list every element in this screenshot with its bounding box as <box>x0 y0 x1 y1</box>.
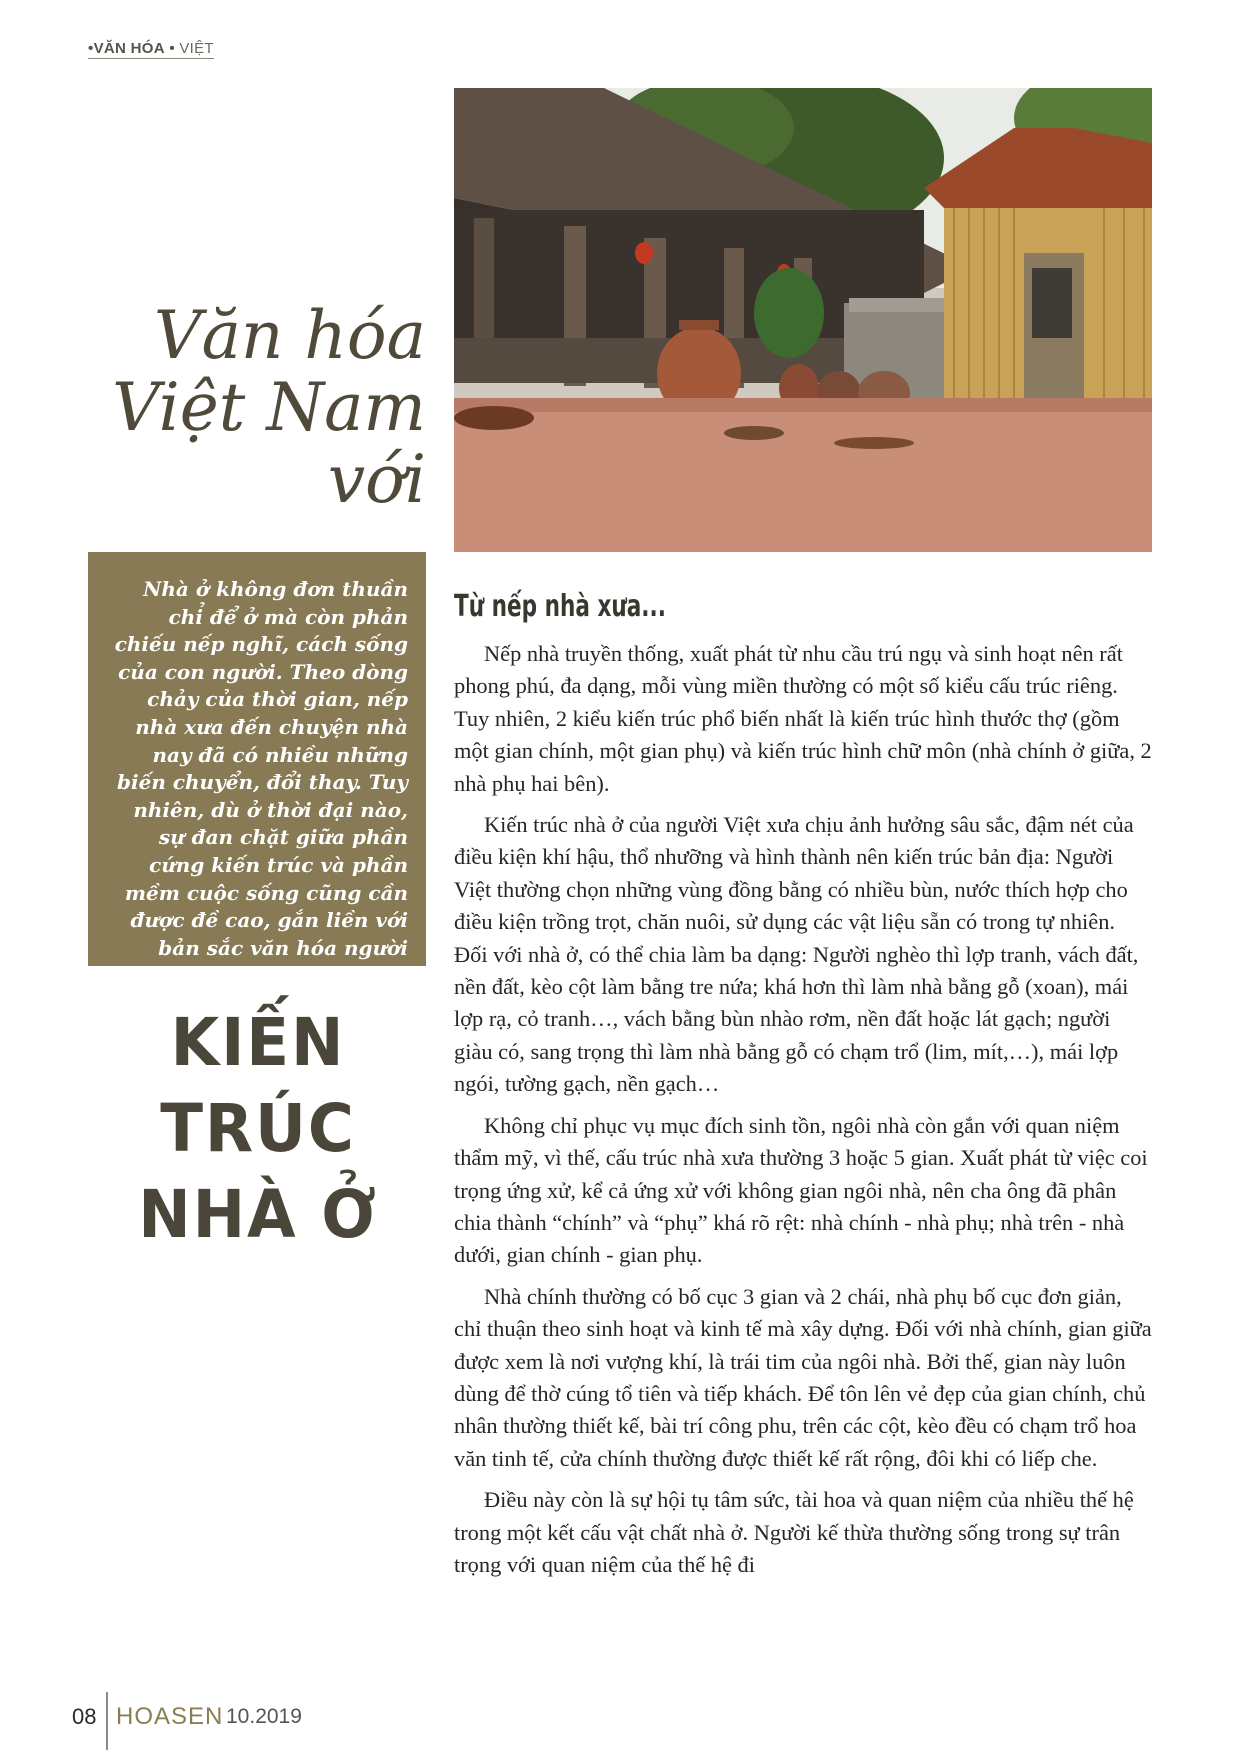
issue-date: 10.2019 <box>226 1705 302 1728</box>
article-paragraph: Nhà chính thường có bố cục 3 gian và 2 chái, nhà phụ bố cục đơn giản, chỉ thuận theo sinh hoạt và kinh tế mà xây dựng. Đối với nhà chính, gian giữa được xem là nơi vượng khí, là trái tim của ngôi nhà. Bởi thế, gian này luôn dùng để thờ cúng tổ tiên và tiếp khách. Để tôn lên vẻ đẹp của gian chính, chủ nhân thường thiết kế, bài trí công phu, trên các cột, kèo đều có chạm trổ hoa văn tinh tế, cửa chính thường được thiết kế rất rộng, đôi khi có liếp che. <box>454 1283 1152 1471</box>
section-dot: • <box>88 40 94 57</box>
section-tag <box>88 40 214 59</box>
main-title-line: NHÀ Ở <box>138 1176 378 1253</box>
script-title-line: với <box>327 441 426 518</box>
section-name: VĂN HÓA <box>93 40 165 57</box>
article-paragraph: Không chỉ phục vụ mục đích sinh tồn, ngôi nhà còn gắn với quan niệm thẩm mỹ, vì thế, cấu trúc nhà xưa thường 3 hoặc 5 gian. Xuất phát từ việc coi trọng ứng xử, kể cả ứng xử với không gian ngôi nhà, nên cha ông đã phân chia thành “chính” và “phụ” khá rõ rệt: nhà chính - nhà phụ; nhà trên - nhà dưới, gian chính - gian phụ. <box>454 1112 1148 1268</box>
footer-divider <box>106 1692 108 1750</box>
article-body <box>454 588 1154 1590</box>
article-paragraph: Kiến trúc nhà ở của người Việt xưa chịu ảnh hưởng sâu sắc, đậm nét của điều kiện khí hậu, thổ nhưỡng và hình thành nên kiến trúc bản địa: Người Việt thường chọn những vùng đồng bằng có nhiều bùn, nước thích hợp cho điều kiện trồng trọt, chăn nuôi, sử dụng các vật liệu sẵn có trong tự nhiên. Đối với nhà ở, có thể chia làm ba dạng: Người nghèo thì lợp tranh, vách đất, nền đất, kèo cột làm bằng tre nứa; khá hơn thì làm nhà bằng gỗ (xoan), mái lợp rạ, cỏ tranh…, vách bằng bùn nhào rơm, nền đất hoặc lát gạch; người giàu có, sang trọng thì làm nhà bằng gỗ có chạm trổ (lim, mít,…), mái lợp ngói, tường gạch, nền gạch… <box>454 812 1139 1097</box>
section-dot-2: • <box>169 40 175 57</box>
article-paragraph: Nếp nhà truyền thống, xuất phát từ nhu cầu trú ngụ và sinh hoạt nên rất phong phú, đa dạng, mỗi vùng miền thường có một số kiểu cấu trúc riêng. Tuy nhiên, 2 kiểu kiến trúc phổ biến nhất là kiến trúc hình thước thợ (gồm một gian chính, một gian phụ) và kiến trúc hình chữ môn (nhà chính ở giữa, 2 nhà phụ hai bên). <box>454 641 1152 796</box>
intro-quote-text: Nhà ở không đơn thuần chỉ để ở mà còn phản chiếu nếp nghĩ, cách sống của con người. Theo dòng chảy của thời gian, nếp nhà xưa đến chuyện nhà nay đã có nhiều những biến chuyển, đổi thay. Tuy nhiên, dù ở thời đại nào, sự đan chặt giữa phần cứng kiến trúc và phần mềm cuộc sống cũng cần được đề cao, gắn liền với bản sắc văn hóa người Việt. <box>114 577 408 988</box>
article-subheading: Từ nếp nhà xưa... <box>454 589 666 624</box>
page-number: 08 <box>72 1704 97 1729</box>
main-title <box>97 1000 420 1258</box>
script-title-line: Văn hóa <box>153 297 426 374</box>
script-title <box>100 297 426 518</box>
house-photo-illustration <box>454 88 1152 552</box>
intro-quote-box <box>88 552 426 988</box>
traditional-house-photo <box>454 88 1152 552</box>
magazine-name: HOASEN <box>116 1703 224 1730</box>
article-paragraph: Điều này còn là sự hội tụ tâm sức, tài hoa và quan niệm của nhiều thế hệ trong một kết cấu vật chất nhà ở. Người kế thừa thường sống trong sự trân trọng với quan niệm của thế hệ đi <box>454 1487 1134 1577</box>
section-subname: VIỆT <box>179 40 214 57</box>
main-title-line: KIẾN TRÚC <box>160 1004 356 1167</box>
script-title-line: Việt Nam <box>112 369 426 446</box>
